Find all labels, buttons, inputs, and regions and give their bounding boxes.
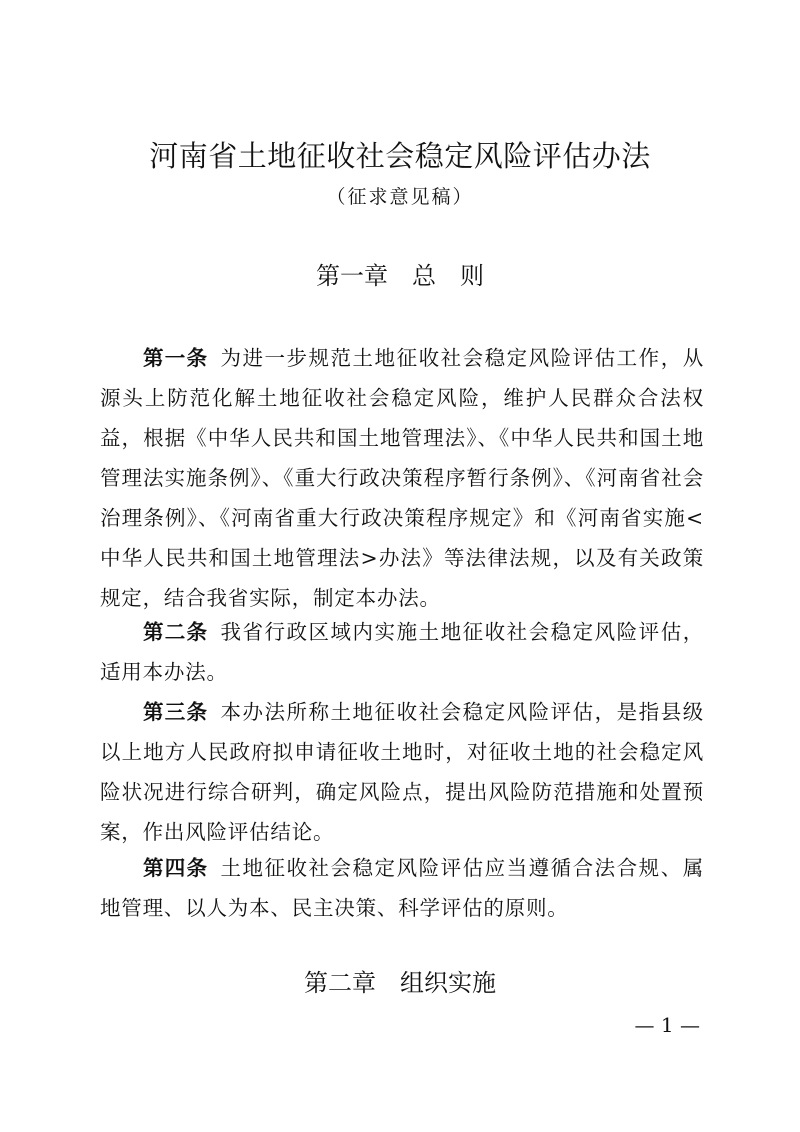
article-4 (100, 848, 704, 928)
chapter-1-heading: 第一章 总 则 (316, 262, 484, 290)
article-3-text: 本办法所称土地征收社会稳定风险评估，是指县级以上地方人民政府拟申请征收土地时，对征收土地的社会稳定风险状况进行综合研判，确定风险点，提出风险防范措施和处置预案，作出风险评估结论。 (100, 700, 704, 844)
document-title: 河南省土地征收社会稳定风险评估办法 (149, 139, 651, 173)
article-4-text: 土地征收社会稳定风险评估应当遵循合法合规、属地管理、以人为本、民主决策、科学评估的原则。 (100, 856, 704, 920)
article-4-label: 第四条 (143, 856, 209, 880)
article-2-label: 第二条 (143, 620, 209, 644)
chapter-2-heading: 第二章 组织实施 (304, 969, 496, 997)
article-2 (100, 612, 704, 692)
article-1 (100, 338, 704, 618)
article-2-text: 我省行政区域内实施土地征收社会稳定风险评估，适用本办法。 (100, 620, 704, 684)
article-3 (100, 692, 704, 852)
page-number: — 1 — (634, 1013, 700, 1037)
article-1-label: 第一条 (143, 346, 209, 370)
document-subtitle: （征求意见稿） (326, 186, 474, 208)
article-1-text: 为进一步规范土地征收社会稳定风险评估工作，从源头上防范化解土地征收社会稳定风险，维护人民群众合法权益，根据《中华人民共和国土地管理法》、《中华人民共和国土地管理法实施条例》、《重大行政决策程序暂行条例》、《河南省社会治理条例》、《河南省重大行政决策程序规定》和《河南省实施<中华人民共和国土地管理法>办法》等法律法规，以及有关政策规定，结合我省实际，制定本办法。 (100, 346, 704, 610)
article-3-label: 第三条 (143, 700, 209, 724)
